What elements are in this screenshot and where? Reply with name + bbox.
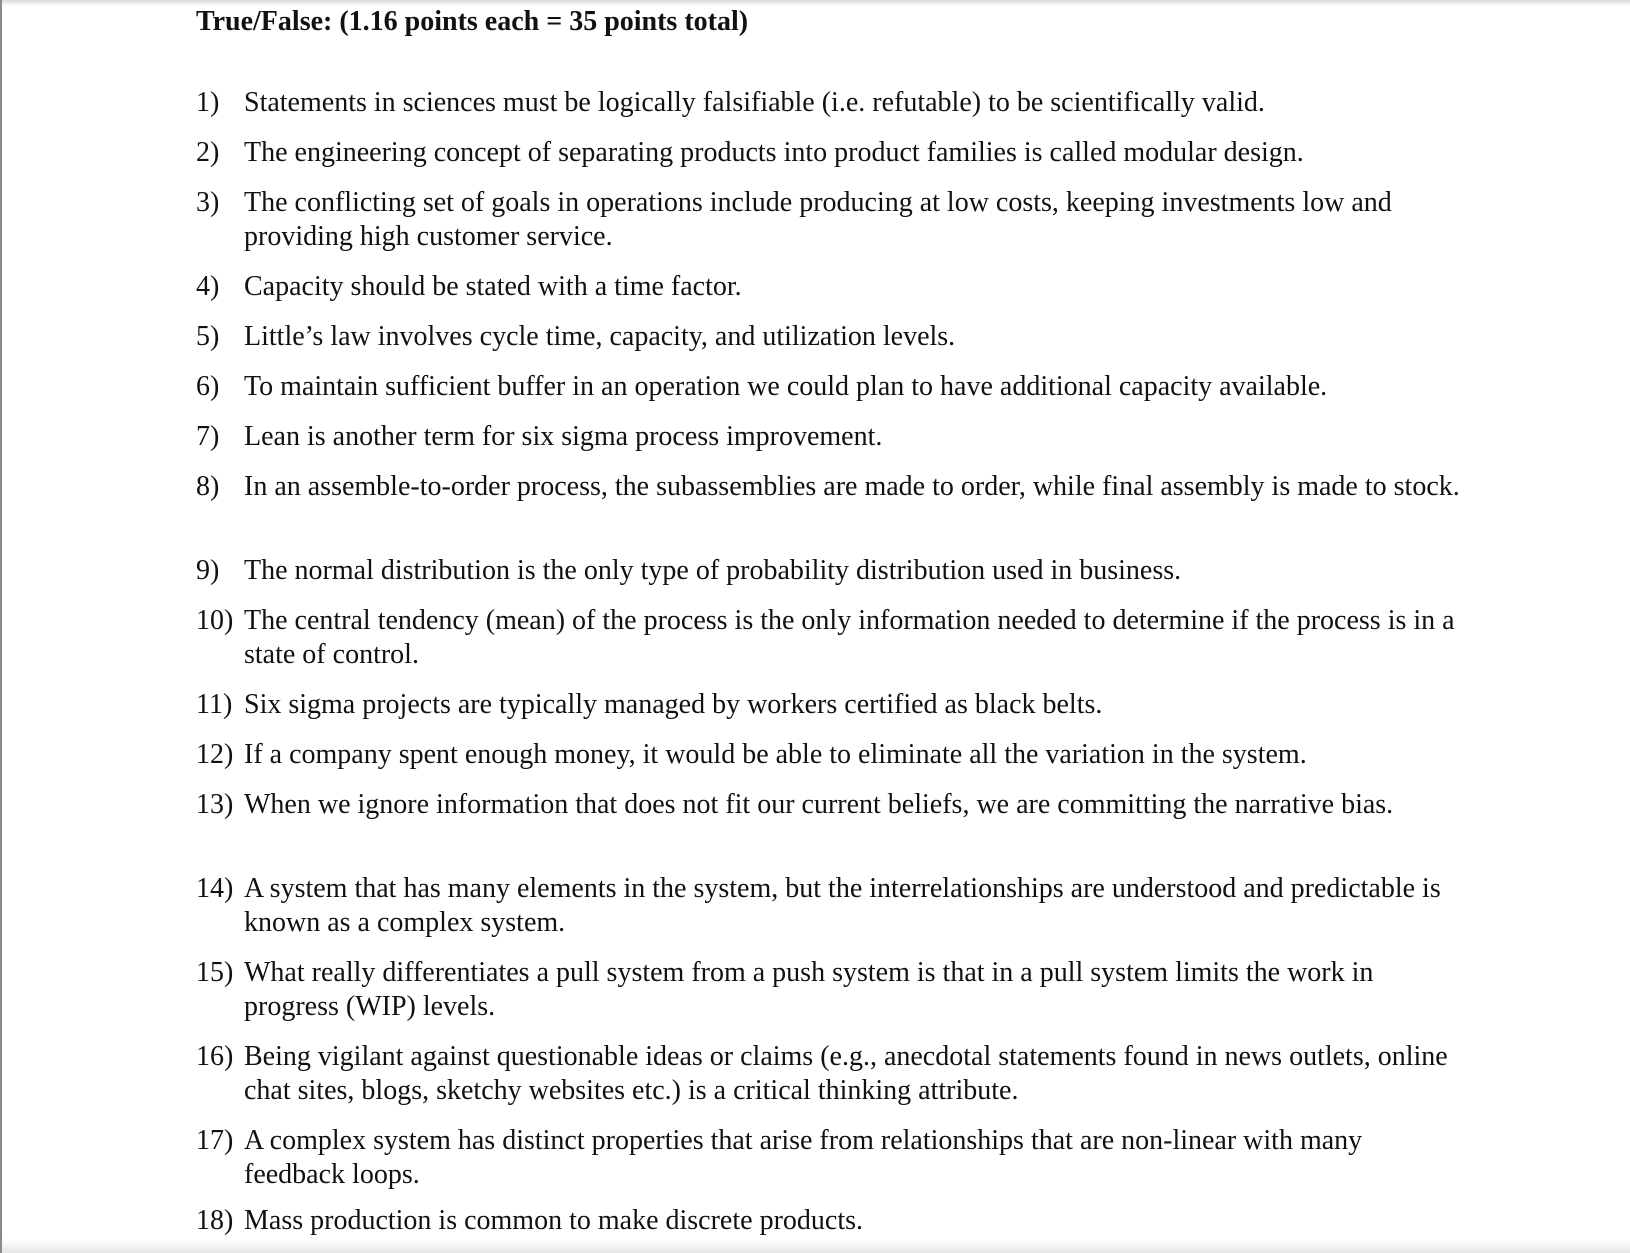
question-text: If a company spent enough money, it would be able to eliminate all the variation in the system. xyxy=(244,739,1307,770)
question-item xyxy=(196,738,1466,772)
question-item xyxy=(196,320,1466,354)
question-number: 12) xyxy=(196,739,234,770)
question-text: In an assemble-to-order process, the subassemblies are made to order, while final assembly is made to stock. xyxy=(244,471,1460,502)
question-number: 6) xyxy=(196,371,220,402)
question-text: Six sigma projects are typically managed by workers certified as black belts. xyxy=(244,689,1103,720)
question-number: 5) xyxy=(196,321,220,352)
question-item xyxy=(196,270,1466,304)
question-text: Capacity should be stated with a time factor. xyxy=(244,271,742,302)
section-heading: True/False: (1.16 points each = 35 points total) xyxy=(196,6,749,37)
question-text: When we ignore information that does not fit our current beliefs, we are committing the narrative bias. xyxy=(244,789,1394,820)
question-text: Statements in sciences must be logically falsifiable (i.e. refutable) to be scientifically valid. xyxy=(244,87,1265,118)
question-item xyxy=(196,470,1466,504)
question-item xyxy=(196,956,1466,1024)
question-text: Being vigilant against questionable ideas or claims (e.g., anecdotal statements found in news outlets, online chat sites, blogs, sketchy websites etc.) is a critical thinking attribute. xyxy=(244,1041,1448,1106)
page-bottom-shadow xyxy=(2,1239,1630,1253)
question-number: 15) xyxy=(196,957,234,988)
question-item xyxy=(196,1040,1466,1108)
question-text: To maintain sufficient buffer in an operation we could plan to have additional capacity available. xyxy=(244,371,1328,402)
question-number: 16) xyxy=(196,1041,234,1072)
question-text: The engineering concept of separating products into product families is called modular design. xyxy=(244,137,1304,168)
question-item xyxy=(196,370,1466,404)
question-number: 9) xyxy=(196,555,220,586)
question-item xyxy=(196,788,1466,822)
question-number: 8) xyxy=(196,471,220,502)
question-number: 11) xyxy=(196,689,233,720)
question-number: 2) xyxy=(196,137,220,168)
question-item xyxy=(196,688,1466,722)
question-number: 7) xyxy=(196,421,220,452)
question-item xyxy=(196,186,1466,254)
question-item xyxy=(196,1204,1466,1238)
question-item xyxy=(196,604,1466,672)
question-number: 1) xyxy=(196,87,220,118)
question-item xyxy=(196,420,1466,454)
question-item xyxy=(196,86,1466,120)
question-number: 10) xyxy=(196,605,234,636)
question-text: The conflicting set of goals in operations include producing at low costs, keeping investments low and providing high customer service. xyxy=(244,187,1392,252)
question-number: 18) xyxy=(196,1205,234,1236)
question-text: Mass production is common to make discrete products. xyxy=(244,1205,863,1236)
question-item xyxy=(196,136,1466,170)
question-number: 17) xyxy=(196,1125,234,1156)
question-number: 3) xyxy=(196,187,220,218)
question-text: A system that has many elements in the system, but the interrelationships are understood and predictable is known as a complex system. xyxy=(244,873,1441,938)
question-text: The central tendency (mean) of the process is the only information needed to determine if the process is in a state of control. xyxy=(244,605,1455,670)
question-text: The normal distribution is the only type of probability distribution used in business. xyxy=(244,555,1182,586)
question-item xyxy=(196,554,1466,588)
question-item xyxy=(196,872,1466,940)
question-text: A complex system has distinct properties that arise from relationships that are non-linear with many feedback loops. xyxy=(244,1125,1363,1190)
question-number: 13) xyxy=(196,789,234,820)
question-text: What really differentiates a pull system from a push system is that in a pull system limits the work in progress (WIP) levels. xyxy=(244,957,1374,1022)
question-number: 14) xyxy=(196,873,234,904)
question-text: Lean is another term for six sigma process improvement. xyxy=(244,421,883,452)
question-item xyxy=(196,1124,1466,1192)
question-number: 4) xyxy=(196,271,220,302)
question-text: Little’s law involves cycle time, capacity, and utilization levels. xyxy=(244,321,956,352)
